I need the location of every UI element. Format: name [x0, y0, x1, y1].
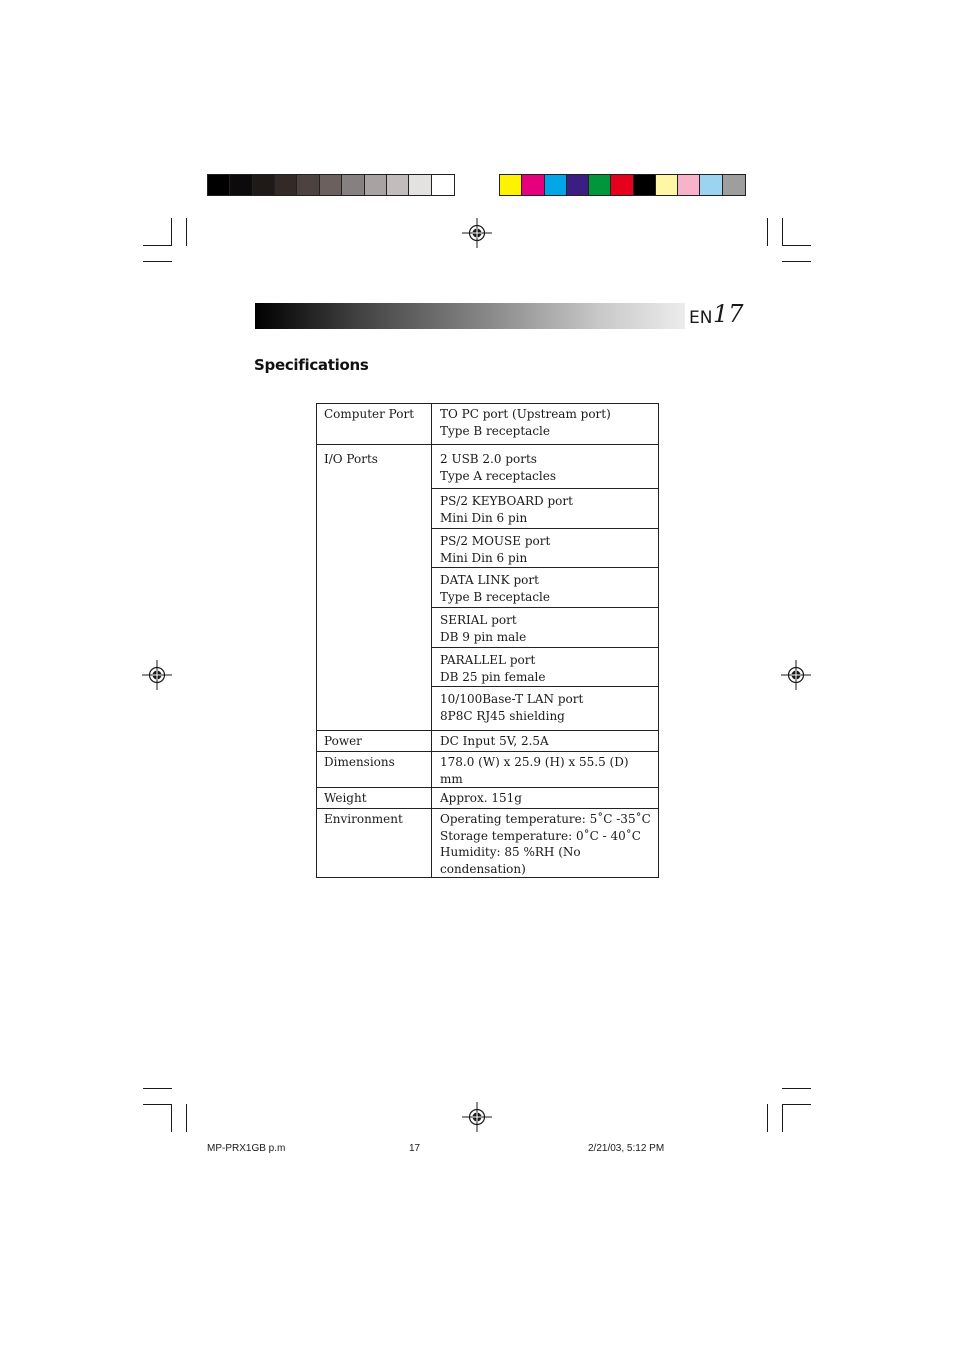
spec-value-line: PS/2 MOUSE port	[440, 534, 551, 548]
spec-value-line: Humidity: 85 %RH (No condensation)	[440, 845, 581, 876]
crop-mark	[143, 1088, 172, 1089]
spec-value	[432, 608, 659, 648]
spec-value-line: 8P8C RJ45 shielding	[440, 708, 565, 723]
registration-mark-icon	[142, 660, 172, 690]
color-swatch	[634, 175, 656, 195]
gray-swatch	[320, 175, 342, 195]
color-swatch	[700, 175, 722, 195]
crop-mark	[782, 1104, 783, 1132]
grayscale-color-bar	[207, 174, 455, 196]
gray-swatch	[253, 175, 275, 195]
color-swatch	[611, 175, 633, 195]
spec-value-line: SERIAL port	[440, 613, 517, 627]
spec-value	[432, 731, 659, 752]
color-swatch	[656, 175, 678, 195]
gray-swatch	[342, 175, 364, 195]
crop-mark	[143, 261, 172, 262]
spec-value-line: Storage temperature: 0˚C - 40˚C	[440, 828, 641, 843]
gray-swatch	[365, 175, 387, 195]
crop-mark	[767, 1104, 768, 1132]
color-swatch	[678, 175, 700, 195]
spec-value	[432, 568, 659, 608]
spec-value-line: PARALLEL port	[440, 653, 536, 667]
crop-mark	[171, 1104, 172, 1132]
spec-label: Power	[317, 731, 432, 752]
table-row	[317, 788, 659, 809]
spec-value-line: DB 25 pin female	[440, 669, 546, 684]
table-row	[317, 752, 659, 788]
gray-swatch	[409, 175, 431, 195]
registration-mark-icon	[462, 218, 492, 248]
spec-value	[432, 489, 659, 529]
page-language-code: EN	[689, 308, 713, 328]
spec-value	[432, 445, 659, 489]
gray-swatch	[208, 175, 230, 195]
spec-value	[432, 648, 659, 687]
spec-value-line: DB 9 pin male	[440, 629, 527, 644]
table-row	[317, 404, 659, 445]
spec-value	[432, 404, 659, 445]
table-row	[317, 731, 659, 752]
specifications-table	[316, 403, 659, 878]
crop-mark	[782, 1104, 811, 1105]
spec-label: Computer Port	[317, 404, 432, 445]
spec-value-line: Type B receptacle	[440, 589, 550, 604]
footer-filename: MP-PRX1GB p.m	[207, 1143, 286, 1154]
color-swatch	[545, 175, 567, 195]
crop-mark	[143, 1104, 172, 1105]
header-gradient-band	[255, 303, 685, 329]
registration-mark-icon	[781, 660, 811, 690]
section-title: Specifications	[254, 356, 369, 374]
crop-mark	[767, 218, 768, 246]
table-row	[317, 809, 659, 878]
crop-mark	[782, 245, 811, 246]
crop-mark	[782, 261, 811, 262]
spec-value	[432, 788, 659, 809]
spec-value-line: DC Input 5V, 2.5A	[440, 734, 549, 748]
crop-mark	[171, 218, 172, 246]
gray-swatch	[230, 175, 252, 195]
spec-value-line: Mini Din 6 pin	[440, 510, 528, 525]
spec-value-line: TO PC port (Upstream port)	[440, 407, 611, 421]
footer-timestamp: 2/21/03, 5:12 PM	[588, 1143, 665, 1154]
crop-mark	[186, 1104, 187, 1132]
registration-mark-icon	[462, 1102, 492, 1132]
footer-page-number: 17	[409, 1143, 421, 1154]
color-swatch	[567, 175, 589, 195]
spec-value	[432, 752, 659, 788]
crop-mark	[782, 1088, 811, 1089]
color-swatch	[500, 175, 522, 195]
spec-value-line: Type A receptacles	[440, 468, 556, 483]
spec-value	[432, 687, 659, 731]
spec-value-line: PS/2 KEYBOARD port	[440, 494, 573, 508]
gray-swatch	[387, 175, 409, 195]
table-row	[317, 445, 659, 489]
spec-label: Weight	[317, 788, 432, 809]
color-swatch	[723, 175, 745, 195]
spec-value-line: 2 USB 2.0 ports	[440, 452, 537, 466]
gray-swatch	[275, 175, 297, 195]
spec-label: I/O Ports	[317, 445, 432, 731]
spec-label: Environment	[317, 809, 432, 878]
spec-value-line: Type B receptacle	[440, 423, 550, 438]
spec-value-line: 178.0 (W) x 25.9 (H) x 55.5 (D) mm	[440, 755, 629, 786]
spec-value-line: 10/100Base-T LAN port	[440, 692, 584, 706]
gray-swatch	[297, 175, 319, 195]
crop-mark	[782, 218, 783, 246]
color-swatch	[522, 175, 544, 195]
color-swatch	[589, 175, 611, 195]
spec-value-line: Mini Din 6 pin	[440, 550, 528, 565]
spec-value	[432, 809, 659, 878]
page-number: 17	[713, 300, 744, 328]
spec-label: Dimensions	[317, 752, 432, 788]
spec-value	[432, 529, 659, 568]
spec-value-line: Operating temperature: 5˚C -35˚C	[440, 812, 651, 826]
process-color-bar	[499, 174, 746, 196]
crop-mark	[186, 218, 187, 246]
gray-swatch	[432, 175, 454, 195]
spec-value-line: DATA LINK port	[440, 573, 539, 587]
spec-value-line: Approx. 151g	[440, 791, 522, 805]
crop-mark	[143, 245, 172, 246]
